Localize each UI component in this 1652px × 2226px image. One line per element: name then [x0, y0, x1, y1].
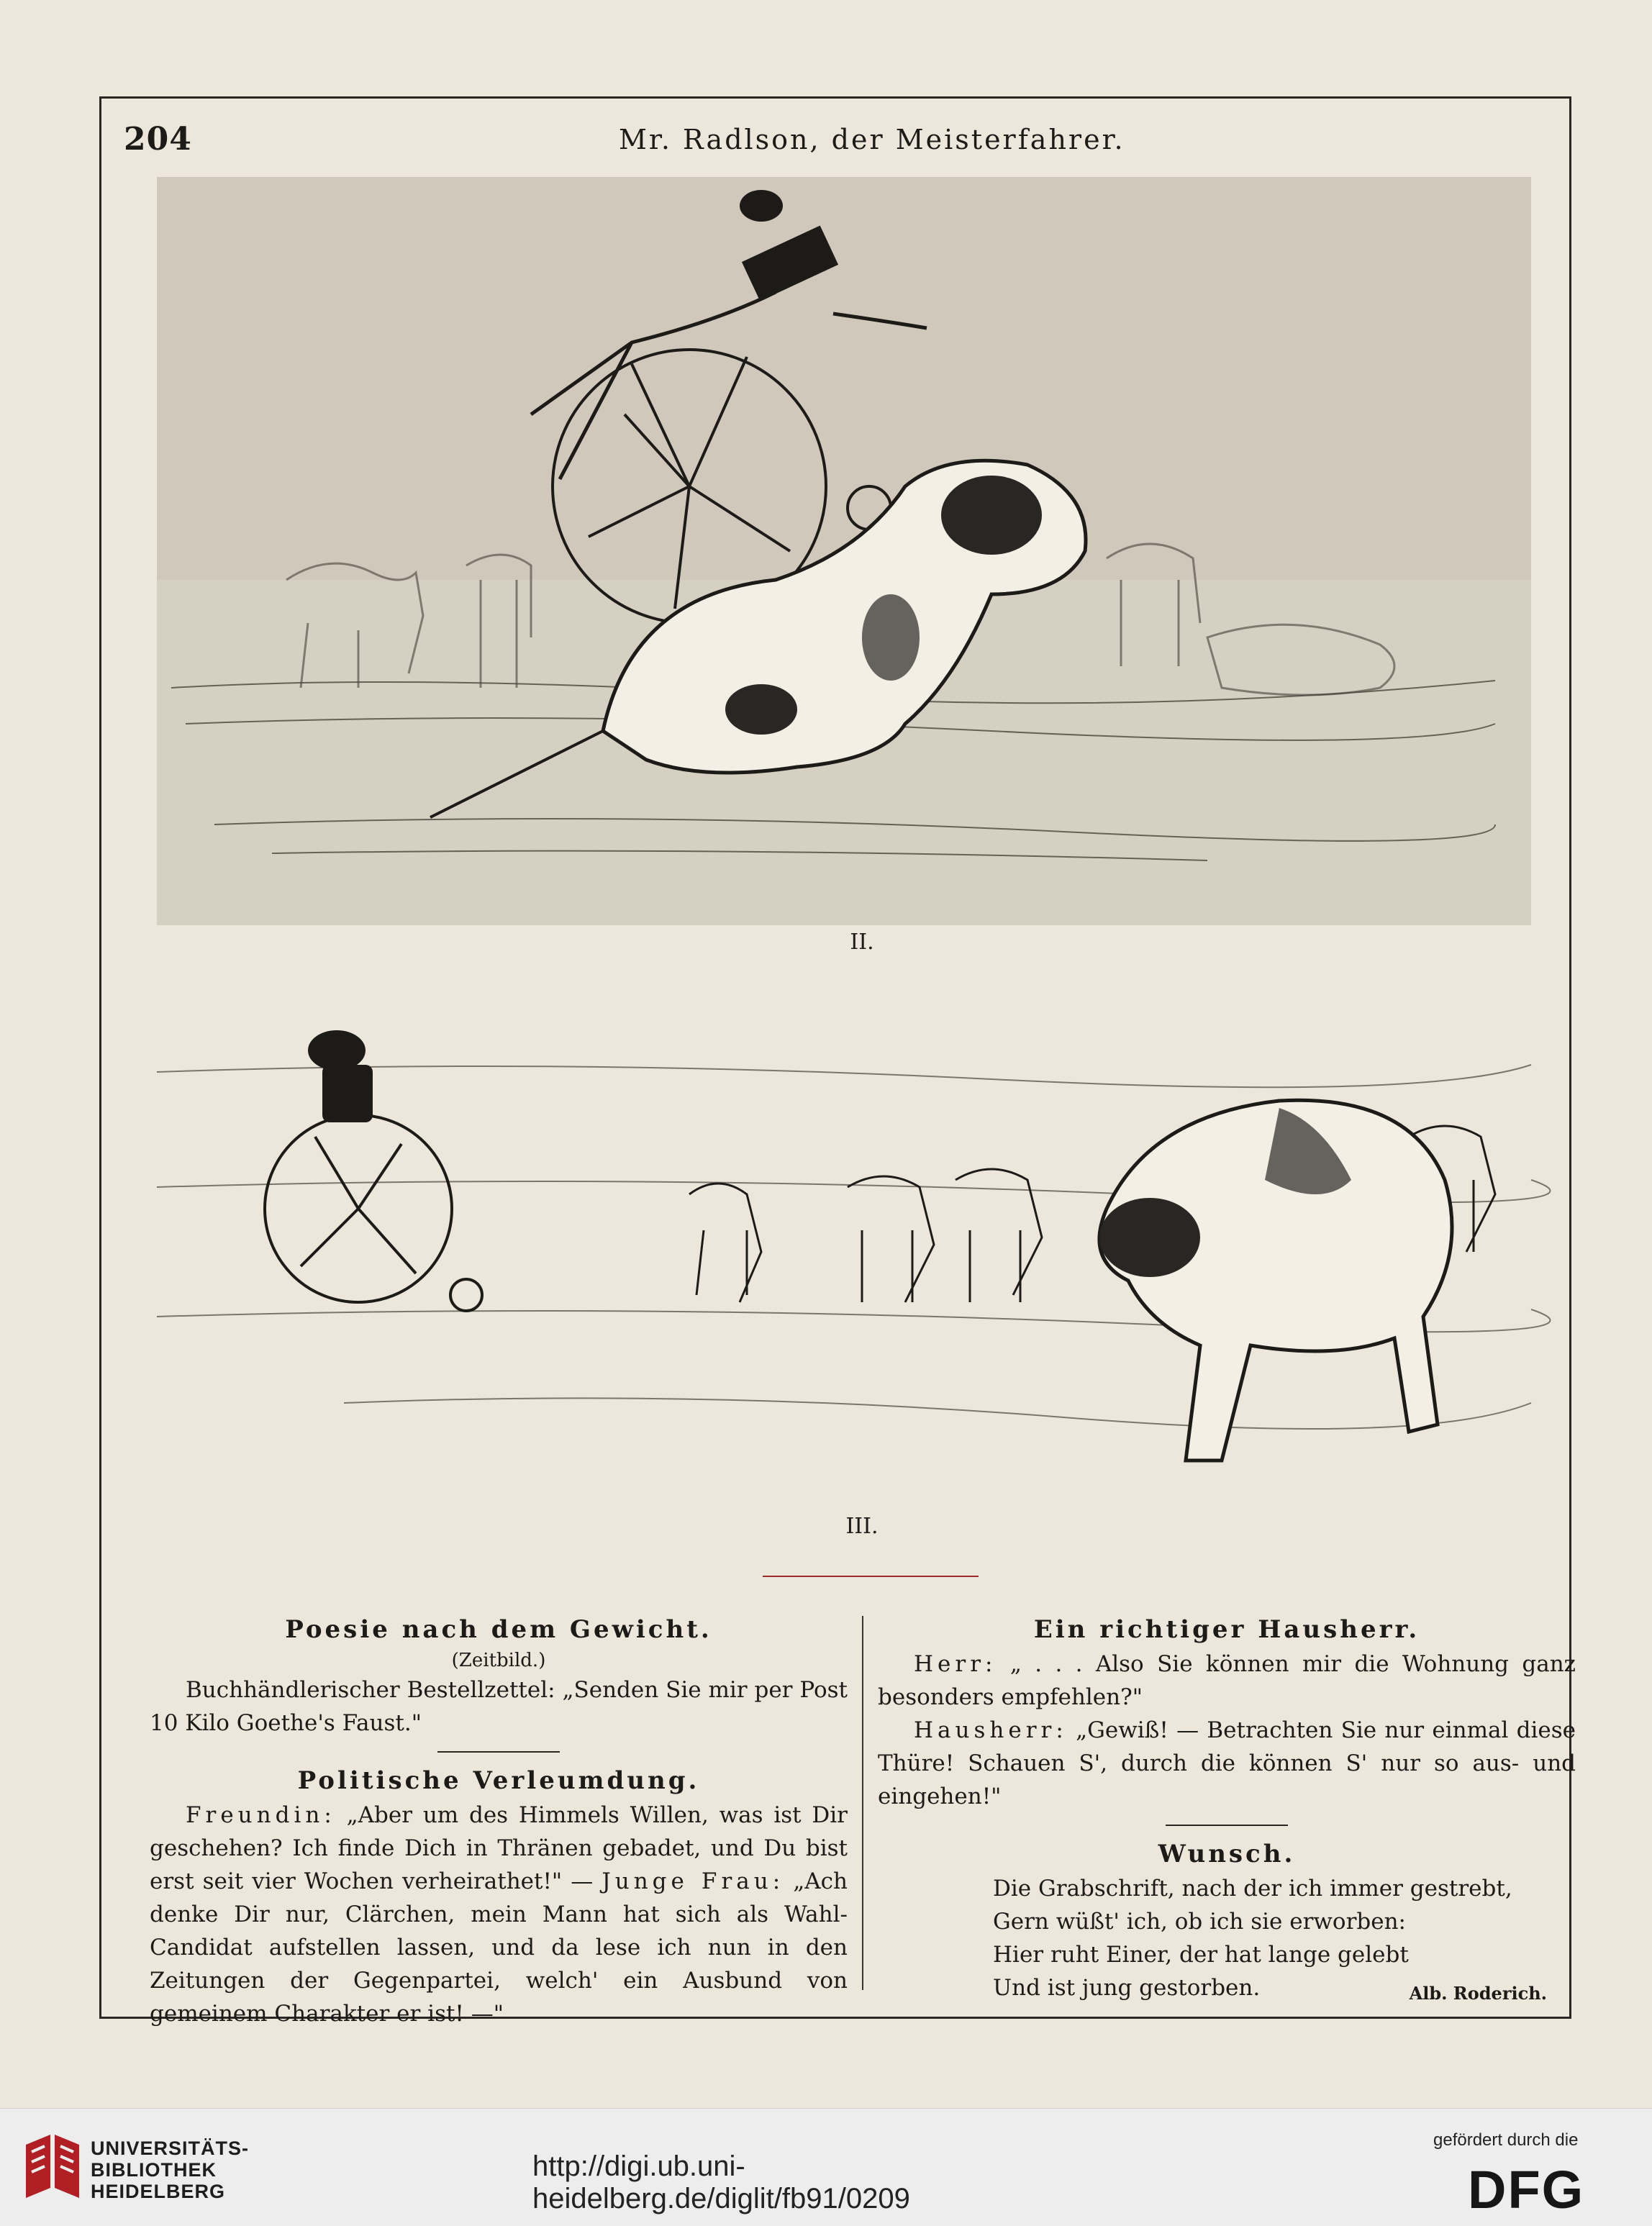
poem-line: Hier ruht Einer, der hat lange gelebt [993, 1942, 1409, 1968]
institution-line: UNIVERSITÄTS- [91, 2138, 250, 2159]
right-text-column [878, 1612, 1576, 2004]
page-number: 204 [124, 121, 192, 158]
caption-illustration-3: III. [845, 1514, 879, 1539]
caption-illustration-2: II. [850, 930, 874, 955]
article-subtitle: (Zeitbild.) [451, 1650, 546, 1671]
article-body [150, 1799, 848, 2030]
column-divider [862, 1616, 863, 1990]
article-body: Buchhändlerischer Bestellzettel: „Senden Sie mir per Post 10 Kilo Goethe's Faust." [150, 1677, 848, 1736]
institution-name[interactable] [91, 2138, 249, 2202]
dialogue-text: „Aber um des Himmels Willen, was ist Dir geschehen? Ich finde Dich in Thränen gebadet, und Du bist erst seit vier Wochen verheirathet!" — [150, 1802, 848, 1894]
speaker-label: Junge Frau: [602, 1868, 785, 1894]
institution-line: HEIDELBERG [91, 2181, 226, 2202]
dialogue-text: „ . . . Also Sie können mir die Wohnung ganz besonders empfehlen?" [878, 1651, 1576, 1710]
institution-line: BIBLIOTHEK [91, 2159, 217, 2181]
article-body [878, 1648, 1576, 1714]
viewer-footer [0, 2108, 1652, 2226]
illustration-3 [128, 1014, 1553, 1547]
dialogue-text: „Ach denke Dir nur, Clärchen, mein Mann hat sich als Wahl-Candidat aufstellen lassen, und da lese ich nun in den Zeitungen der Gegenpartei, welch' ein Ausbund von gemeinem Charakter er ist! —" [150, 1868, 848, 2027]
illustration-2 [128, 177, 1553, 925]
header-title: Mr. Radlson, der Meisterfahrer. [619, 124, 1125, 155]
divider [437, 1751, 560, 1753]
poem-line: Gern wüßt' ich, ob ich sie erworben: [993, 1909, 1406, 1935]
article-body [878, 1714, 1576, 1813]
article-title: Ein richtiger Hausherr. [1033, 1615, 1420, 1644]
article-title: Wunsch. [1158, 1840, 1296, 1868]
left-text-column [150, 1612, 848, 2030]
article-title: Politische Verleumdung. [297, 1766, 700, 1795]
speaker-label: Hausherr: [914, 1717, 1068, 1743]
dialogue-text: „Gewiß! — Betrachten Sie nur einmal diese Thüre! Schauen S', durch die können S' nur so aus- und eingehen!" [878, 1717, 1576, 1809]
divider [1166, 1825, 1288, 1826]
caption-divider [763, 1576, 979, 1577]
poem-line: Und ist jung gestorben. [993, 1975, 1261, 2001]
speaker-label: Freundin: [186, 1802, 336, 1828]
poem [878, 1872, 1576, 2004]
poem-author: Alb. Roderich. [1409, 1983, 1547, 2004]
funding-note: gefördert durch die [1433, 2130, 1579, 2150]
poem-line: Die Grabschrift, nach der ich immer gestrebt, [993, 1876, 1512, 1902]
university-logo-icon [22, 2130, 83, 2199]
article-title: Poesie nach dem Gewicht. [285, 1615, 712, 1644]
dfg-logo[interactable]: DFG [1468, 2160, 1585, 2220]
speaker-label: Herr: [914, 1651, 997, 1677]
permalink-url[interactable]: http://digi.ub.uni-heidelberg.de/diglit/fb91/0209 [532, 2150, 910, 2214]
